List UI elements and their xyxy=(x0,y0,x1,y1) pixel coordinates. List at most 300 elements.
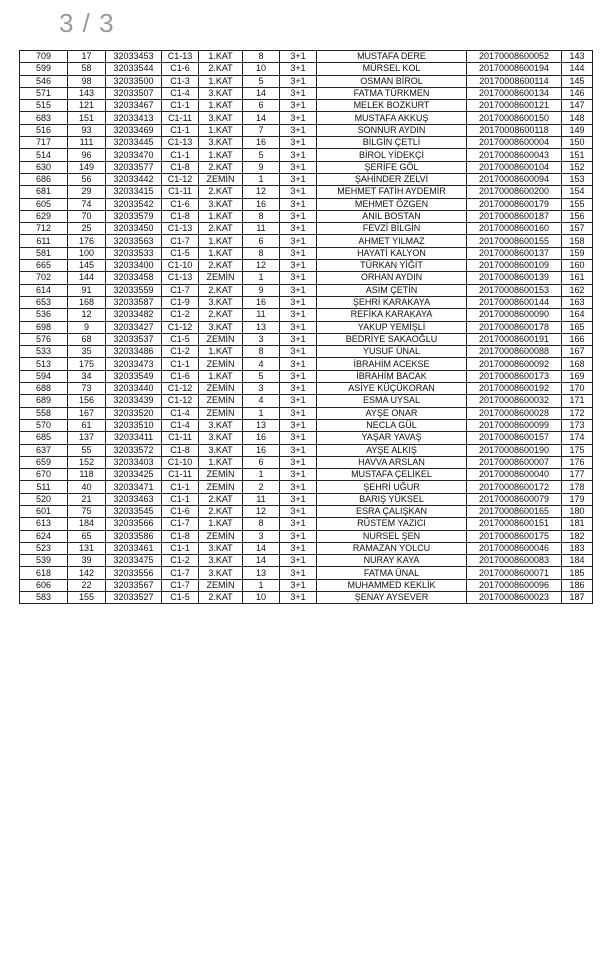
parcel-number-cell: 32033467 xyxy=(106,100,162,112)
application-number-cell: 20170008600046 xyxy=(467,542,562,554)
door-number-cell: 5 xyxy=(243,149,280,161)
block-cell: C1-11 xyxy=(162,186,199,198)
application-number-cell: 20170008600144 xyxy=(467,296,562,308)
draw-number-cell: 55 xyxy=(68,444,106,456)
parcel-number-cell: 32033453 xyxy=(106,51,162,63)
room-type-cell: 3+1 xyxy=(280,247,317,259)
draw-number-cell: 56 xyxy=(68,173,106,185)
room-type-cell: 3+1 xyxy=(280,456,317,468)
record-id-cell: 576 xyxy=(20,333,68,345)
record-id-cell: 511 xyxy=(20,481,68,493)
application-number-cell: 20170008600079 xyxy=(467,493,562,505)
record-id-cell: 688 xyxy=(20,383,68,395)
owner-name-cell: NECLA GÜL xyxy=(317,419,467,431)
block-cell: C1-12 xyxy=(162,173,199,185)
record-id-cell: 629 xyxy=(20,210,68,222)
sequence-number-cell: 182 xyxy=(562,530,593,542)
room-type-cell: 3+1 xyxy=(280,112,317,124)
room-type-cell: 3+1 xyxy=(280,284,317,296)
application-number-cell: 20170008600172 xyxy=(467,481,562,493)
door-number-cell: 7 xyxy=(243,124,280,136)
sequence-number-cell: 177 xyxy=(562,469,593,481)
room-type-cell: 3+1 xyxy=(280,161,317,173)
owner-name-cell: BİROL YİDEKÇİ xyxy=(317,149,467,161)
application-number-cell: 20170008600088 xyxy=(467,346,562,358)
sequence-number-cell: 172 xyxy=(562,407,593,419)
owner-name-cell: FATMA ÜNAL xyxy=(317,567,467,579)
owner-name-cell: NURSEL ŞEN xyxy=(317,530,467,542)
table-row xyxy=(20,210,593,222)
sequence-number-cell: 166 xyxy=(562,333,593,345)
door-number-cell: 13 xyxy=(243,567,280,579)
room-type-cell: 3+1 xyxy=(280,542,317,554)
block-cell: C1-8 xyxy=(162,210,199,222)
block-cell: C1-7 xyxy=(162,579,199,591)
draw-number-cell: 29 xyxy=(68,186,106,198)
parcel-number-cell: 32033427 xyxy=(106,321,162,333)
sequence-number-cell: 180 xyxy=(562,505,593,517)
sequence-number-cell: 157 xyxy=(562,223,593,235)
draw-number-cell: 93 xyxy=(68,124,106,136)
table-row xyxy=(20,333,593,345)
sequence-number-cell: 150 xyxy=(562,137,593,149)
application-number-cell: 20170008600160 xyxy=(467,223,562,235)
door-number-cell: 6 xyxy=(243,235,280,247)
record-id-cell: 670 xyxy=(20,469,68,481)
application-number-cell: 20170008600173 xyxy=(467,370,562,382)
sequence-number-cell: 162 xyxy=(562,284,593,296)
floor-cell: 3.KAT xyxy=(199,542,243,554)
application-number-cell: 20170008600121 xyxy=(467,100,562,112)
table-row xyxy=(20,493,593,505)
block-cell: C1-2 xyxy=(162,309,199,321)
draw-number-cell: 98 xyxy=(68,75,106,87)
application-number-cell: 20170008600004 xyxy=(467,137,562,149)
room-type-cell: 3+1 xyxy=(280,395,317,407)
application-number-cell: 20170008600187 xyxy=(467,210,562,222)
record-id-cell: 516 xyxy=(20,124,68,136)
parcel-number-cell: 32033482 xyxy=(106,309,162,321)
block-cell: C1-1 xyxy=(162,542,199,554)
table-row xyxy=(20,87,593,99)
sequence-number-cell: 164 xyxy=(562,309,593,321)
room-type-cell: 3+1 xyxy=(280,124,317,136)
parcel-number-cell: 32033587 xyxy=(106,296,162,308)
sequence-number-cell: 167 xyxy=(562,346,593,358)
parcel-number-cell: 32033586 xyxy=(106,530,162,542)
owner-name-cell: İBRAHİM BACAK xyxy=(317,370,467,382)
parcel-number-cell: 32033556 xyxy=(106,567,162,579)
block-cell: C1-4 xyxy=(162,407,199,419)
floor-cell: 1.KAT xyxy=(199,346,243,358)
table-row xyxy=(20,530,593,542)
door-number-cell: 16 xyxy=(243,296,280,308)
door-number-cell: 8 xyxy=(243,518,280,530)
allocation-table xyxy=(19,50,593,604)
block-cell: C1-4 xyxy=(162,87,199,99)
parcel-number-cell: 32033442 xyxy=(106,173,162,185)
block-cell: C1-8 xyxy=(162,530,199,542)
room-type-cell: 3+1 xyxy=(280,592,317,604)
table-row xyxy=(20,592,593,604)
record-id-cell: 605 xyxy=(20,198,68,210)
room-type-cell: 3+1 xyxy=(280,63,317,75)
owner-name-cell: MEHMET FATİH AYDEMİR xyxy=(317,186,467,198)
draw-number-cell: 61 xyxy=(68,419,106,431)
table-row xyxy=(20,124,593,136)
owner-name-cell: ESRA ÇALIŞKAN xyxy=(317,505,467,517)
block-cell: C1-5 xyxy=(162,247,199,259)
block-cell: C1-3 xyxy=(162,75,199,87)
floor-cell: 1.KAT xyxy=(199,149,243,161)
sequence-number-cell: 179 xyxy=(562,493,593,505)
door-number-cell: 16 xyxy=(243,198,280,210)
floor-cell: 1.KAT xyxy=(199,247,243,259)
draw-number-cell: 75 xyxy=(68,505,106,517)
floor-cell: ZEMİN xyxy=(199,407,243,419)
owner-name-cell: REFİKA KARAKAYA xyxy=(317,309,467,321)
block-cell: C1-1 xyxy=(162,358,199,370)
table-row xyxy=(20,198,593,210)
room-type-cell: 3+1 xyxy=(280,296,317,308)
record-id-cell: 599 xyxy=(20,63,68,75)
floor-cell: 3.KAT xyxy=(199,112,243,124)
owner-name-cell: MUHAMMED KEKLİK xyxy=(317,579,467,591)
floor-cell: 2.KAT xyxy=(199,592,243,604)
draw-number-cell: 65 xyxy=(68,530,106,542)
floor-cell: 2.KAT xyxy=(199,309,243,321)
record-id-cell: 618 xyxy=(20,567,68,579)
door-number-cell: 4 xyxy=(243,358,280,370)
door-number-cell: 5 xyxy=(243,75,280,87)
room-type-cell: 3+1 xyxy=(280,272,317,284)
block-cell: C1-2 xyxy=(162,555,199,567)
parcel-number-cell: 32033473 xyxy=(106,358,162,370)
floor-cell: 1.KAT xyxy=(199,456,243,468)
sequence-number-cell: 146 xyxy=(562,87,593,99)
sequence-number-cell: 185 xyxy=(562,567,593,579)
record-id-cell: 539 xyxy=(20,555,68,567)
block-cell: C1-13 xyxy=(162,272,199,284)
parcel-number-cell: 32033577 xyxy=(106,161,162,173)
owner-name-cell: AYŞE ONAR xyxy=(317,407,467,419)
table-row xyxy=(20,419,593,431)
sequence-number-cell: 148 xyxy=(562,112,593,124)
draw-number-cell: 145 xyxy=(68,260,106,272)
table-row xyxy=(20,100,593,112)
application-number-cell: 20170008600032 xyxy=(467,395,562,407)
door-number-cell: 16 xyxy=(243,137,280,149)
table-row xyxy=(20,395,593,407)
floor-cell: 1.KAT xyxy=(199,370,243,382)
floor-cell: 1.KAT xyxy=(199,100,243,112)
floor-cell: ZEMİN xyxy=(199,481,243,493)
room-type-cell: 3+1 xyxy=(280,407,317,419)
room-type-cell: 3+1 xyxy=(280,223,317,235)
parcel-number-cell: 32033461 xyxy=(106,542,162,554)
draw-number-cell: 9 xyxy=(68,321,106,333)
door-number-cell: 14 xyxy=(243,542,280,554)
owner-name-cell: YAŞAR YAVAŞ xyxy=(317,432,467,444)
door-number-cell: 11 xyxy=(243,493,280,505)
record-id-cell: 685 xyxy=(20,432,68,444)
record-id-cell: 611 xyxy=(20,235,68,247)
parcel-number-cell: 32033559 xyxy=(106,284,162,296)
owner-name-cell: YAKUP YEMİŞLİ xyxy=(317,321,467,333)
record-id-cell: 523 xyxy=(20,542,68,554)
table-row xyxy=(20,247,593,259)
block-cell: C1-10 xyxy=(162,456,199,468)
record-id-cell: 681 xyxy=(20,186,68,198)
block-cell: C1-1 xyxy=(162,149,199,161)
block-cell: C1-4 xyxy=(162,419,199,431)
owner-name-cell: AYŞE ALKIŞ xyxy=(317,444,467,456)
record-id-cell: 653 xyxy=(20,296,68,308)
door-number-cell: 14 xyxy=(243,87,280,99)
floor-cell: ZEMİN xyxy=(199,333,243,345)
parcel-number-cell: 32033440 xyxy=(106,383,162,395)
room-type-cell: 3+1 xyxy=(280,419,317,431)
floor-cell: 3.KAT xyxy=(199,137,243,149)
floor-cell: 2.KAT xyxy=(199,186,243,198)
owner-name-cell: OSMAN BİROL xyxy=(317,75,467,87)
sequence-number-cell: 186 xyxy=(562,579,593,591)
room-type-cell: 3+1 xyxy=(280,51,317,63)
parcel-number-cell: 32033537 xyxy=(106,333,162,345)
application-number-cell: 20170008600153 xyxy=(467,284,562,296)
door-number-cell: 6 xyxy=(243,456,280,468)
record-id-cell: 717 xyxy=(20,137,68,149)
parcel-number-cell: 32033579 xyxy=(106,210,162,222)
sequence-number-cell: 168 xyxy=(562,358,593,370)
parcel-number-cell: 32033411 xyxy=(106,432,162,444)
record-id-cell: 613 xyxy=(20,518,68,530)
sequence-number-cell: 187 xyxy=(562,592,593,604)
table-row xyxy=(20,555,593,567)
draw-number-cell: 142 xyxy=(68,567,106,579)
floor-cell: 1.KAT xyxy=(199,75,243,87)
block-cell: C1-11 xyxy=(162,432,199,444)
door-number-cell: 12 xyxy=(243,186,280,198)
application-number-cell: 20170008600114 xyxy=(467,75,562,87)
record-id-cell: 709 xyxy=(20,51,68,63)
draw-number-cell: 21 xyxy=(68,493,106,505)
room-type-cell: 3+1 xyxy=(280,358,317,370)
draw-number-cell: 144 xyxy=(68,272,106,284)
record-id-cell: 571 xyxy=(20,87,68,99)
record-id-cell: 624 xyxy=(20,530,68,542)
draw-number-cell: 100 xyxy=(68,247,106,259)
parcel-number-cell: 32033469 xyxy=(106,124,162,136)
door-number-cell: 1 xyxy=(243,579,280,591)
door-number-cell: 10 xyxy=(243,592,280,604)
block-cell: C1-8 xyxy=(162,444,199,456)
parcel-number-cell: 32033471 xyxy=(106,481,162,493)
application-number-cell: 20170008600157 xyxy=(467,432,562,444)
room-type-cell: 3+1 xyxy=(280,173,317,185)
table-row xyxy=(20,505,593,517)
owner-name-cell: BARIŞ YÜKSEL xyxy=(317,493,467,505)
block-cell: C1-5 xyxy=(162,592,199,604)
room-type-cell: 3+1 xyxy=(280,260,317,272)
record-id-cell: 665 xyxy=(20,260,68,272)
table-row xyxy=(20,567,593,579)
owner-name-cell: TÜRKAN YİĞİT xyxy=(317,260,467,272)
parcel-number-cell: 32033567 xyxy=(106,579,162,591)
application-number-cell: 20170008600151 xyxy=(467,518,562,530)
room-type-cell: 3+1 xyxy=(280,149,317,161)
floor-cell: 1.KAT xyxy=(199,51,243,63)
table-row xyxy=(20,63,593,75)
table-row xyxy=(20,112,593,124)
owner-name-cell: NURAY KAYA xyxy=(317,555,467,567)
floor-cell: 2.KAT xyxy=(199,493,243,505)
door-number-cell: 14 xyxy=(243,555,280,567)
application-number-cell: 20170008600052 xyxy=(467,51,562,63)
sequence-number-cell: 165 xyxy=(562,321,593,333)
draw-number-cell: 143 xyxy=(68,87,106,99)
sequence-number-cell: 169 xyxy=(562,370,593,382)
block-cell: C1-6 xyxy=(162,505,199,517)
application-number-cell: 20170008600109 xyxy=(467,260,562,272)
floor-cell: ZEMİN xyxy=(199,395,243,407)
owner-name-cell: ŞEHRİ UĞUR xyxy=(317,481,467,493)
draw-number-cell: 175 xyxy=(68,358,106,370)
room-type-cell: 3+1 xyxy=(280,75,317,87)
record-id-cell: 659 xyxy=(20,456,68,468)
draw-number-cell: 74 xyxy=(68,198,106,210)
sequence-number-cell: 173 xyxy=(562,419,593,431)
block-cell: C1-1 xyxy=(162,493,199,505)
block-cell: C1-12 xyxy=(162,383,199,395)
table-row xyxy=(20,296,593,308)
floor-cell: 3.KAT xyxy=(199,296,243,308)
application-number-cell: 20170008600194 xyxy=(467,63,562,75)
room-type-cell: 3+1 xyxy=(280,444,317,456)
floor-cell: ZEMİN xyxy=(199,530,243,542)
floor-cell: 3.KAT xyxy=(199,198,243,210)
door-number-cell: 1 xyxy=(243,469,280,481)
draw-number-cell: 121 xyxy=(68,100,106,112)
door-number-cell: 12 xyxy=(243,505,280,517)
table-row xyxy=(20,407,593,419)
sequence-number-cell: 163 xyxy=(562,296,593,308)
door-number-cell: 16 xyxy=(243,444,280,456)
draw-number-cell: 22 xyxy=(68,579,106,591)
room-type-cell: 3+1 xyxy=(280,579,317,591)
owner-name-cell: BEDRİYE SAKAOĞLU xyxy=(317,333,467,345)
draw-number-cell: 155 xyxy=(68,592,106,604)
sequence-number-cell: 184 xyxy=(562,555,593,567)
application-number-cell: 20170008600165 xyxy=(467,505,562,517)
table-row xyxy=(20,383,593,395)
room-type-cell: 3+1 xyxy=(280,370,317,382)
table-row xyxy=(20,149,593,161)
sequence-number-cell: 175 xyxy=(562,444,593,456)
floor-cell: 3.KAT xyxy=(199,87,243,99)
floor-cell: 1.KAT xyxy=(199,235,243,247)
application-number-cell: 20170008600023 xyxy=(467,592,562,604)
room-type-cell: 3+1 xyxy=(280,493,317,505)
application-number-cell: 20170008600028 xyxy=(467,407,562,419)
draw-number-cell: 151 xyxy=(68,112,106,124)
room-type-cell: 3+1 xyxy=(280,383,317,395)
room-type-cell: 3+1 xyxy=(280,210,317,222)
parcel-number-cell: 32033545 xyxy=(106,505,162,517)
record-id-cell: 581 xyxy=(20,247,68,259)
block-cell: C1-2 xyxy=(162,346,199,358)
room-type-cell: 3+1 xyxy=(280,186,317,198)
room-type-cell: 3+1 xyxy=(280,481,317,493)
door-number-cell: 3 xyxy=(243,333,280,345)
floor-cell: ZEMİN xyxy=(199,469,243,481)
table-body xyxy=(20,51,593,604)
application-number-cell: 20170008600139 xyxy=(467,272,562,284)
owner-name-cell: HAYATİ KALYON xyxy=(317,247,467,259)
sequence-number-cell: 170 xyxy=(562,383,593,395)
table-row xyxy=(20,223,593,235)
sequence-number-cell: 181 xyxy=(562,518,593,530)
record-id-cell: 698 xyxy=(20,321,68,333)
sequence-number-cell: 178 xyxy=(562,481,593,493)
draw-number-cell: 40 xyxy=(68,481,106,493)
record-id-cell: 689 xyxy=(20,395,68,407)
draw-number-cell: 39 xyxy=(68,555,106,567)
parcel-number-cell: 32033450 xyxy=(106,223,162,235)
draw-number-cell: 96 xyxy=(68,149,106,161)
owner-name-cell: ANIL BOSTAN xyxy=(317,210,467,222)
parcel-number-cell: 32033549 xyxy=(106,370,162,382)
floor-cell: 2.KAT xyxy=(199,260,243,272)
draw-number-cell: 70 xyxy=(68,210,106,222)
sequence-number-cell: 143 xyxy=(562,51,593,63)
table-row xyxy=(20,75,593,87)
block-cell: C1-6 xyxy=(162,198,199,210)
owner-name-cell: YUSUF ÜNAL xyxy=(317,346,467,358)
parcel-number-cell: 32033458 xyxy=(106,272,162,284)
room-type-cell: 3+1 xyxy=(280,432,317,444)
owner-name-cell: MUSTAFA AKKUŞ xyxy=(317,112,467,124)
application-number-cell: 20170008600137 xyxy=(467,247,562,259)
record-id-cell: 515 xyxy=(20,100,68,112)
draw-number-cell: 167 xyxy=(68,407,106,419)
record-id-cell: 637 xyxy=(20,444,68,456)
floor-cell: 2.KAT xyxy=(199,223,243,235)
owner-name-cell: İBRAHİM ACEKSE xyxy=(317,358,467,370)
block-cell: C1-13 xyxy=(162,51,199,63)
application-number-cell: 20170008600118 xyxy=(467,124,562,136)
record-id-cell: 702 xyxy=(20,272,68,284)
application-number-cell: 20170008600104 xyxy=(467,161,562,173)
owner-name-cell: RÜSTEM YAZICI xyxy=(317,518,467,530)
room-type-cell: 3+1 xyxy=(280,346,317,358)
room-type-cell: 3+1 xyxy=(280,505,317,517)
parcel-number-cell: 32033400 xyxy=(106,260,162,272)
door-number-cell: 10 xyxy=(243,63,280,75)
draw-number-cell: 73 xyxy=(68,383,106,395)
table-row xyxy=(20,137,593,149)
block-cell: C1-13 xyxy=(162,137,199,149)
application-number-cell: 20170008600090 xyxy=(467,309,562,321)
record-id-cell: 520 xyxy=(20,493,68,505)
record-id-cell: 683 xyxy=(20,112,68,124)
owner-name-cell: HAVVA ARSLAN xyxy=(317,456,467,468)
block-cell: C1-13 xyxy=(162,223,199,235)
door-number-cell: 9 xyxy=(243,161,280,173)
owner-name-cell: SONNUR AYDIN xyxy=(317,124,467,136)
sequence-number-cell: 156 xyxy=(562,210,593,222)
application-number-cell: 20170008600134 xyxy=(467,87,562,99)
